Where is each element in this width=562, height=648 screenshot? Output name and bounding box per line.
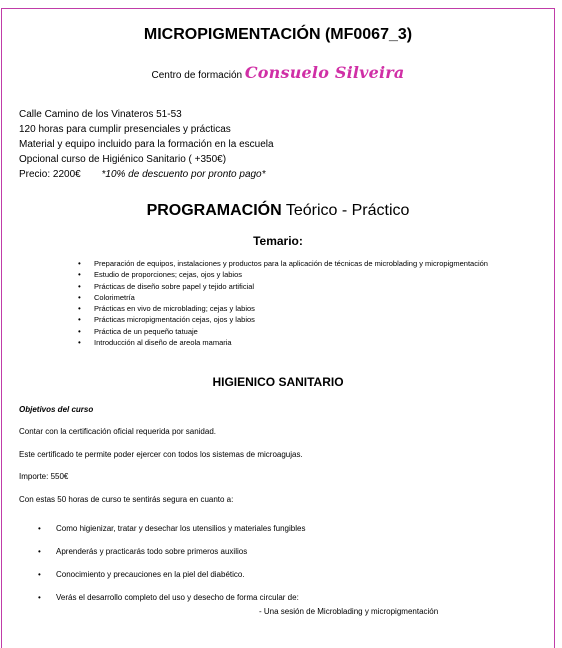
list-item: • Colorimetría xyxy=(78,292,135,302)
paragraph-certification: Contar con la certificación oficial requerida por sanidad. xyxy=(19,427,216,436)
page-title: MICROPIGMENTACIÓN (MF0067_3) xyxy=(143,26,413,43)
list-item: • Verás el desarrollo completo del uso y desecho de forma circular de: xyxy=(56,586,305,609)
programacion-heading xyxy=(2,202,554,220)
optional-line: Opcional curso de Higiénico Sanitario ( +350€) xyxy=(19,154,227,165)
list-item: • Práctica de un pequeño tatuaje xyxy=(78,326,198,336)
list-item: • Preparación de equipos, instalaciones y productos para la aplicación de técnicas de microblading y micropigmentación xyxy=(78,259,488,268)
list-item: • Prácticas de diseño sobre papel y tejido artificial xyxy=(78,281,255,291)
training-center-label: Centro de formación xyxy=(151,70,243,81)
bullet-icon: • xyxy=(78,304,81,314)
material-line: Material y equipo incluido para la formación en la escuela xyxy=(19,139,274,150)
programacion-rest: Teórico - Práctico xyxy=(281,202,410,219)
list-item: • Estudio de proporciones; cejas, ojos y labios xyxy=(78,270,243,280)
bullet-icon: • xyxy=(78,326,81,336)
bullet-icon: • xyxy=(38,570,41,579)
course-info-block xyxy=(19,107,274,182)
temario-heading: Temario: xyxy=(253,234,303,248)
price-line xyxy=(19,167,274,182)
list-item: • Introducción al diseño de areola mamaria xyxy=(78,338,232,348)
list-item: • Como higienizar, tratar y desechar los utensilios y materiales fungibles xyxy=(56,517,305,540)
bullet-icon: • xyxy=(38,593,41,602)
objetivos-heading: Objetivos del curso xyxy=(19,405,94,414)
bullet-icon: • xyxy=(78,292,81,302)
list-item: • Prácticas en vivo de microblading; cejas y labios xyxy=(78,304,255,314)
bullet-icon: • xyxy=(78,270,81,280)
training-center-brand: Consuelo Silveira xyxy=(244,63,405,82)
higienico-list xyxy=(38,517,306,609)
bullet-icon: • xyxy=(38,547,41,556)
bullet-icon: • xyxy=(38,524,41,533)
list-item: • Prácticas micropigmentación cejas, ojos y labios xyxy=(78,315,255,325)
paragraph-importe: Importe: 550€ xyxy=(19,472,69,481)
list-item: • Aprenderás y practicarás todo sobre primeros auxilios xyxy=(56,540,305,563)
higienico-heading: HIGIENICO SANITARIO xyxy=(212,375,344,389)
sesion-line: - Una sesión de Microblading y micropigmentación xyxy=(259,607,439,616)
temario-list xyxy=(78,258,488,348)
training-center-line xyxy=(2,63,554,82)
address-line: Calle Camino de los Vinateros 51-53 xyxy=(19,109,182,120)
paragraph-intro: Con estas 50 horas de curso te sentirás segura en cuanto a: xyxy=(19,495,234,504)
bullet-icon: • xyxy=(78,338,81,348)
bullet-icon: • xyxy=(78,315,81,325)
discount-note: *10% de descuento por pronto pago* xyxy=(101,169,266,180)
paragraph-certificate-info: Este certificado te permite poder ejercer con todos los sistemas de microagujas. xyxy=(19,450,303,459)
price-text: Precio: 2200€ xyxy=(19,169,81,180)
document-page xyxy=(1,8,555,648)
list-item: • Conocimiento y precauciones en la piel del diabético. xyxy=(56,563,305,586)
bullet-icon: • xyxy=(78,281,81,291)
programacion-bold: PROGRAMACIÓN xyxy=(146,202,282,219)
hours-line: 120 horas para cumplir presenciales y prácticas xyxy=(19,124,231,135)
bullet-icon: • xyxy=(78,259,81,268)
